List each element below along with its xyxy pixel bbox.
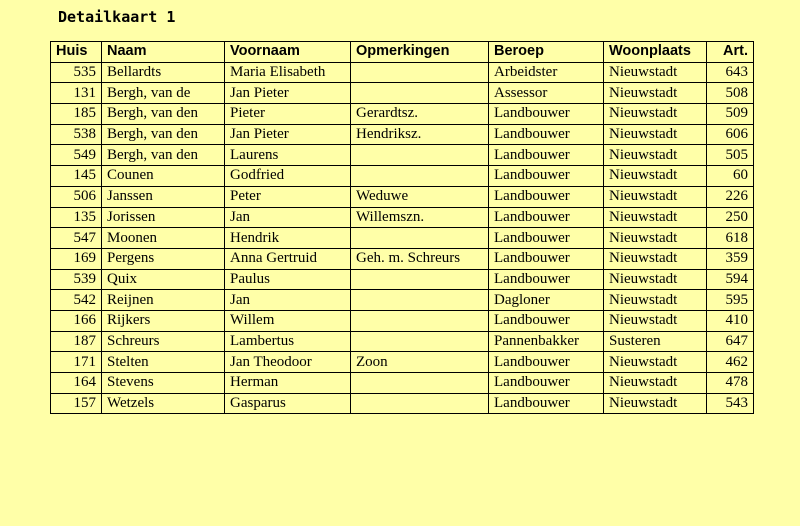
column-header-voornaam: Voornaam bbox=[225, 42, 351, 63]
cell-opmerkingen bbox=[351, 393, 489, 414]
cell-opmerkingen: Hendriksz. bbox=[351, 124, 489, 145]
cell-huis: 135 bbox=[51, 207, 102, 228]
cell-naam: Bergh, van den bbox=[102, 124, 225, 145]
table-row bbox=[51, 269, 754, 290]
cell-beroep: Landbouwer bbox=[489, 269, 604, 290]
cell-huis: 547 bbox=[51, 228, 102, 249]
cell-naam: Moonen bbox=[102, 228, 225, 249]
cell-beroep: Assessor bbox=[489, 83, 604, 104]
records-table bbox=[50, 41, 754, 414]
cell-beroep: Landbouwer bbox=[489, 207, 604, 228]
cell-woonplaats: Nieuwstadt bbox=[604, 352, 707, 373]
table-row bbox=[51, 124, 754, 145]
cell-voornaam: Jan bbox=[225, 207, 351, 228]
cell-beroep: Landbouwer bbox=[489, 352, 604, 373]
cell-beroep: Arbeidster bbox=[489, 62, 604, 83]
cell-voornaam: Hendrik bbox=[225, 228, 351, 249]
cell-woonplaats: Nieuwstadt bbox=[604, 166, 707, 187]
cell-naam: Pergens bbox=[102, 248, 225, 269]
cell-woonplaats: Nieuwstadt bbox=[604, 83, 707, 104]
table-row bbox=[51, 104, 754, 125]
cell-naam: Stevens bbox=[102, 373, 225, 394]
cell-art: 60 bbox=[707, 166, 754, 187]
cell-naam: Wetzels bbox=[102, 393, 225, 414]
cell-huis: 549 bbox=[51, 145, 102, 166]
cell-art: 226 bbox=[707, 186, 754, 207]
cell-woonplaats: Nieuwstadt bbox=[604, 124, 707, 145]
cell-art: 509 bbox=[707, 104, 754, 125]
cell-naam: Bergh, van den bbox=[102, 145, 225, 166]
column-header-beroep: Beroep bbox=[489, 42, 604, 63]
cell-woonplaats: Nieuwstadt bbox=[604, 62, 707, 83]
cell-beroep: Pannenbakker bbox=[489, 331, 604, 352]
cell-naam: Stelten bbox=[102, 352, 225, 373]
cell-woonplaats: Nieuwstadt bbox=[604, 290, 707, 311]
table-row bbox=[51, 352, 754, 373]
cell-naam: Bergh, van de bbox=[102, 83, 225, 104]
cell-huis: 542 bbox=[51, 290, 102, 311]
table-body bbox=[51, 62, 754, 414]
table-row bbox=[51, 373, 754, 394]
cell-opmerkingen bbox=[351, 290, 489, 311]
cell-beroep: Landbouwer bbox=[489, 373, 604, 394]
cell-woonplaats: Nieuwstadt bbox=[604, 373, 707, 394]
cell-woonplaats: Nieuwstadt bbox=[604, 248, 707, 269]
table-row bbox=[51, 83, 754, 104]
cell-voornaam: Jan Pieter bbox=[225, 124, 351, 145]
cell-beroep: Landbouwer bbox=[489, 248, 604, 269]
cell-huis: 187 bbox=[51, 331, 102, 352]
table-row bbox=[51, 310, 754, 331]
cell-voornaam: Laurens bbox=[225, 145, 351, 166]
cell-beroep: Landbouwer bbox=[489, 393, 604, 414]
cell-huis: 131 bbox=[51, 83, 102, 104]
column-header-opmerkingen: Opmerkingen bbox=[351, 42, 489, 63]
cell-huis: 171 bbox=[51, 352, 102, 373]
cell-naam: Jorissen bbox=[102, 207, 225, 228]
cell-naam: Quix bbox=[102, 269, 225, 290]
cell-voornaam: Maria Elisabeth bbox=[225, 62, 351, 83]
cell-voornaam: Jan Pieter bbox=[225, 83, 351, 104]
table-row bbox=[51, 331, 754, 352]
cell-naam: Reijnen bbox=[102, 290, 225, 311]
table-row bbox=[51, 248, 754, 269]
page-title: Detailkaart 1 bbox=[58, 8, 176, 26]
cell-naam: Janssen bbox=[102, 186, 225, 207]
cell-art: 647 bbox=[707, 331, 754, 352]
cell-opmerkingen bbox=[351, 62, 489, 83]
cell-art: 478 bbox=[707, 373, 754, 394]
cell-huis: 185 bbox=[51, 104, 102, 125]
cell-art: 250 bbox=[707, 207, 754, 228]
cell-beroep: Landbouwer bbox=[489, 145, 604, 166]
cell-opmerkingen: Zoon bbox=[351, 352, 489, 373]
cell-naam: Bergh, van den bbox=[102, 104, 225, 125]
cell-naam: Schreurs bbox=[102, 331, 225, 352]
cell-art: 359 bbox=[707, 248, 754, 269]
cell-beroep: Landbouwer bbox=[489, 124, 604, 145]
cell-opmerkingen: Gerardtsz. bbox=[351, 104, 489, 125]
cell-huis: 535 bbox=[51, 62, 102, 83]
cell-opmerkingen bbox=[351, 373, 489, 394]
column-header-woonplaats: Woonplaats bbox=[604, 42, 707, 63]
cell-woonplaats: Nieuwstadt bbox=[604, 207, 707, 228]
cell-woonplaats: Nieuwstadt bbox=[604, 228, 707, 249]
cell-art: 410 bbox=[707, 310, 754, 331]
cell-huis: 538 bbox=[51, 124, 102, 145]
cell-voornaam: Jan bbox=[225, 290, 351, 311]
cell-woonplaats: Nieuwstadt bbox=[604, 310, 707, 331]
cell-voornaam: Pieter bbox=[225, 104, 351, 125]
cell-opmerkingen bbox=[351, 83, 489, 104]
table-row bbox=[51, 186, 754, 207]
cell-huis: 169 bbox=[51, 248, 102, 269]
cell-huis: 157 bbox=[51, 393, 102, 414]
cell-art: 508 bbox=[707, 83, 754, 104]
cell-huis: 145 bbox=[51, 166, 102, 187]
cell-art: 505 bbox=[707, 145, 754, 166]
table-row bbox=[51, 166, 754, 187]
table-header-row bbox=[51, 42, 754, 63]
table-row bbox=[51, 207, 754, 228]
cell-opmerkingen: Geh. m. Schreurs bbox=[351, 248, 489, 269]
cell-woonplaats: Susteren bbox=[604, 331, 707, 352]
cell-art: 618 bbox=[707, 228, 754, 249]
cell-opmerkingen: Weduwe bbox=[351, 186, 489, 207]
cell-huis: 539 bbox=[51, 269, 102, 290]
cell-art: 462 bbox=[707, 352, 754, 373]
cell-naam: Bellardts bbox=[102, 62, 225, 83]
cell-opmerkingen bbox=[351, 310, 489, 331]
cell-opmerkingen: Willemszn. bbox=[351, 207, 489, 228]
cell-voornaam: Peter bbox=[225, 186, 351, 207]
cell-opmerkingen bbox=[351, 145, 489, 166]
cell-art: 594 bbox=[707, 269, 754, 290]
cell-opmerkingen bbox=[351, 269, 489, 290]
table-row bbox=[51, 145, 754, 166]
cell-naam: Counen bbox=[102, 166, 225, 187]
cell-art: 606 bbox=[707, 124, 754, 145]
column-header-art: Art. bbox=[707, 42, 754, 63]
table-row bbox=[51, 290, 754, 311]
cell-voornaam: Lambertus bbox=[225, 331, 351, 352]
cell-beroep: Landbouwer bbox=[489, 186, 604, 207]
table-row bbox=[51, 393, 754, 414]
cell-art: 643 bbox=[707, 62, 754, 83]
cell-art: 543 bbox=[707, 393, 754, 414]
cell-beroep: Landbouwer bbox=[489, 166, 604, 187]
cell-woonplaats: Nieuwstadt bbox=[604, 145, 707, 166]
cell-woonplaats: Nieuwstadt bbox=[604, 393, 707, 414]
cell-huis: 164 bbox=[51, 373, 102, 394]
cell-voornaam: Godfried bbox=[225, 166, 351, 187]
table-row bbox=[51, 228, 754, 249]
column-header-naam: Naam bbox=[102, 42, 225, 63]
cell-beroep: Dagloner bbox=[489, 290, 604, 311]
table-row bbox=[51, 62, 754, 83]
cell-woonplaats: Nieuwstadt bbox=[604, 269, 707, 290]
cell-voornaam: Paulus bbox=[225, 269, 351, 290]
cell-voornaam: Herman bbox=[225, 373, 351, 394]
cell-naam: Rijkers bbox=[102, 310, 225, 331]
cell-opmerkingen bbox=[351, 166, 489, 187]
cell-beroep: Landbouwer bbox=[489, 310, 604, 331]
cell-art: 595 bbox=[707, 290, 754, 311]
cell-voornaam: Gasparus bbox=[225, 393, 351, 414]
cell-opmerkingen bbox=[351, 331, 489, 352]
cell-beroep: Landbouwer bbox=[489, 104, 604, 125]
cell-voornaam: Jan Theodoor bbox=[225, 352, 351, 373]
cell-voornaam: Willem bbox=[225, 310, 351, 331]
cell-woonplaats: Nieuwstadt bbox=[604, 104, 707, 125]
cell-beroep: Landbouwer bbox=[489, 228, 604, 249]
cell-huis: 166 bbox=[51, 310, 102, 331]
column-header-huis: Huis bbox=[51, 42, 102, 63]
cell-opmerkingen bbox=[351, 228, 489, 249]
cell-huis: 506 bbox=[51, 186, 102, 207]
cell-voornaam: Anna Gertruid bbox=[225, 248, 351, 269]
cell-woonplaats: Nieuwstadt bbox=[604, 186, 707, 207]
